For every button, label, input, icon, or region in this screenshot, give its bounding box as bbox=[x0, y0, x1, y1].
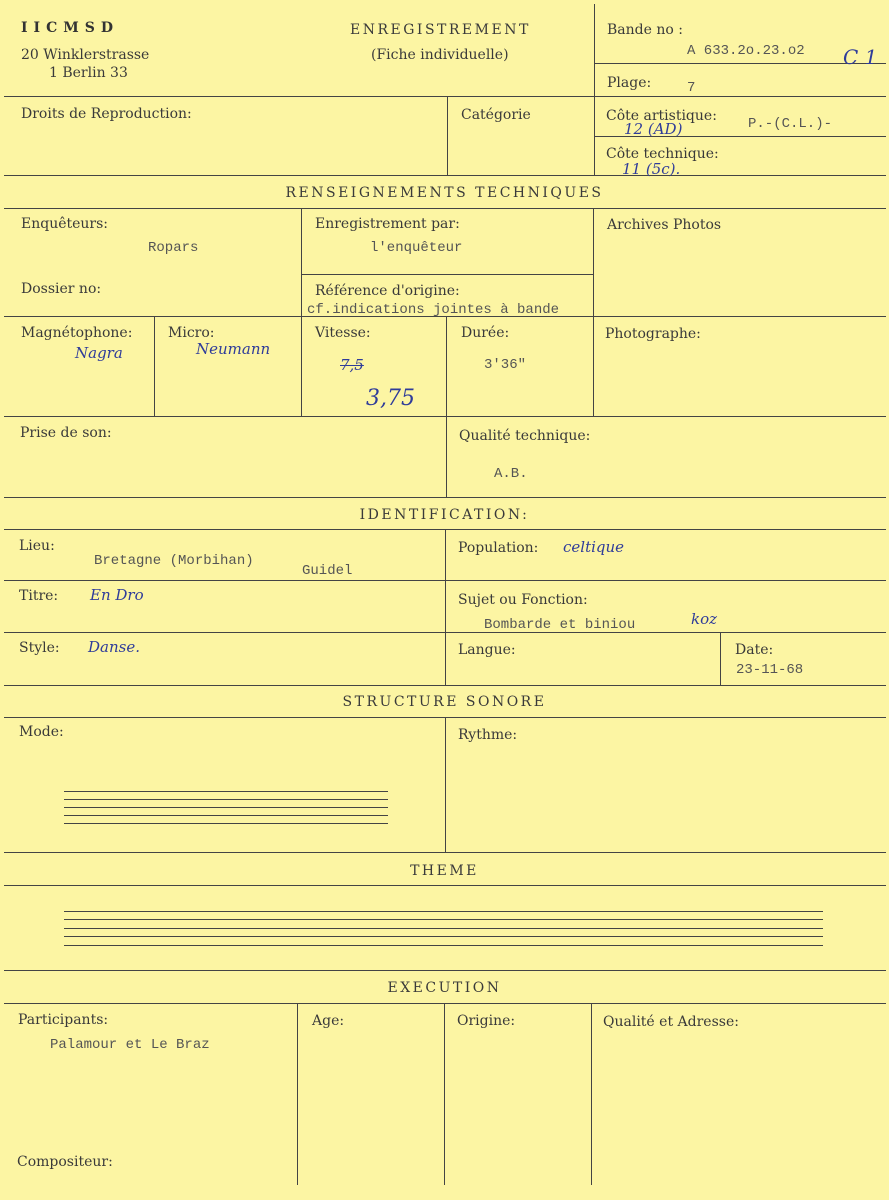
vitesse-label: Vitesse: bbox=[315, 325, 371, 341]
cote-technique-handwritten: 11 (5c). bbox=[622, 160, 681, 178]
sujet-handwritten: koz bbox=[691, 610, 718, 628]
section-heading-techniques: RENSEIGNEMENTS TECHNIQUES bbox=[285, 185, 604, 201]
form-title: ENREGISTREMENT bbox=[350, 22, 531, 38]
cote-artistique-label: Côte artistique: bbox=[606, 108, 717, 124]
rule bbox=[301, 208, 302, 416]
rule bbox=[591, 1003, 592, 1185]
age-label: Age: bbox=[312, 1013, 345, 1029]
rule bbox=[593, 208, 594, 416]
rule bbox=[720, 632, 721, 685]
rule bbox=[154, 316, 155, 416]
date-value: 23-11-68 bbox=[736, 662, 804, 678]
lieu-value-town: Guidel bbox=[302, 563, 353, 579]
bande-handwritten: C 1 bbox=[843, 45, 878, 69]
bande-label: Bande no : bbox=[607, 22, 683, 38]
rule bbox=[4, 885, 886, 886]
rule bbox=[594, 96, 595, 175]
lieu-label: Lieu: bbox=[19, 538, 55, 554]
reference-label: Référence d'origine: bbox=[315, 283, 460, 299]
plage-value: 7 bbox=[687, 80, 696, 96]
rule bbox=[4, 96, 886, 97]
magnetophone-label: Magnétophone: bbox=[21, 325, 133, 341]
rule bbox=[445, 529, 446, 685]
micro-label: Micro: bbox=[168, 325, 215, 341]
rule bbox=[4, 852, 886, 853]
population-label: Population: bbox=[458, 540, 539, 556]
address-line-2: 1 Berlin 33 bbox=[49, 65, 128, 81]
section-heading-theme: THEME bbox=[410, 863, 479, 879]
rule bbox=[447, 96, 448, 175]
theme-staff-line bbox=[64, 928, 823, 929]
rule bbox=[4, 497, 886, 498]
enregistrement-par-value: l'enquêteur bbox=[370, 240, 463, 256]
qualite-technique-label: Qualité technique: bbox=[459, 428, 591, 444]
dossier-label: Dossier no: bbox=[21, 281, 102, 297]
population-handwritten: celtique bbox=[563, 538, 625, 556]
rule bbox=[446, 316, 447, 497]
prise-de-son-label: Prise de son: bbox=[20, 425, 112, 441]
duree-value: 3'36" bbox=[484, 357, 527, 373]
reference-value: cf.indications jointes à bande bbox=[307, 302, 560, 318]
qualite-adresse-label: Qualité et Adresse: bbox=[603, 1014, 739, 1030]
photographe-label: Photographe: bbox=[605, 326, 701, 342]
lieu-value: Bretagne (Morbihan) bbox=[94, 553, 254, 569]
enqueteurs-label: Enquêteurs: bbox=[21, 216, 109, 232]
mode-label: Mode: bbox=[19, 724, 64, 740]
section-heading-execution: EXECUTION bbox=[387, 980, 502, 996]
rule bbox=[4, 685, 886, 686]
rule bbox=[4, 208, 886, 209]
style-handwritten: Danse. bbox=[88, 638, 140, 656]
theme-staff-line bbox=[64, 911, 823, 912]
origine-label: Origine: bbox=[457, 1013, 516, 1029]
date-label: Date: bbox=[735, 642, 774, 658]
rule bbox=[297, 1003, 298, 1185]
rule bbox=[4, 175, 886, 176]
rule bbox=[4, 416, 886, 417]
titre-handwritten: En Dro bbox=[90, 586, 144, 604]
cote-artistique-value: P.-(C.L.)- bbox=[748, 116, 833, 132]
enregistrement-par-label: Enregistrement par: bbox=[315, 216, 460, 232]
mode-staff-line bbox=[64, 815, 388, 816]
mode-staff-line bbox=[64, 823, 388, 824]
micro-handwritten: Neumann bbox=[196, 340, 271, 358]
theme-staff-line bbox=[64, 936, 823, 937]
rule bbox=[445, 717, 446, 852]
bande-value: A 633.2o.23.o2 bbox=[687, 43, 805, 59]
categorie-label: Catégorie bbox=[461, 107, 531, 123]
cote-technique-label: Côte technique: bbox=[606, 146, 719, 162]
rule bbox=[444, 1003, 445, 1185]
compositeur-label: Compositeur: bbox=[17, 1154, 113, 1170]
section-heading-identification: IDENTIFICATION: bbox=[359, 507, 530, 523]
mode-staff-line bbox=[64, 791, 388, 792]
section-heading-structure: STRUCTURE SONORE bbox=[342, 694, 547, 710]
langue-label: Langue: bbox=[458, 642, 516, 658]
qualite-technique-value: A.B. bbox=[494, 466, 528, 482]
participants-value: Palamour et Le Braz bbox=[50, 1037, 210, 1053]
mode-staff-line bbox=[64, 799, 388, 800]
cote-artistique-handwritten: 12 (AD) bbox=[624, 120, 683, 138]
theme-staff-line bbox=[64, 919, 823, 920]
sujet-label: Sujet ou Fonction: bbox=[458, 592, 588, 608]
titre-label: Titre: bbox=[19, 588, 59, 604]
magnetophone-handwritten: Nagra bbox=[75, 344, 123, 362]
style-label: Style: bbox=[19, 640, 60, 656]
mode-staff-line bbox=[64, 807, 388, 808]
sujet-value: Bombarde et biniou bbox=[484, 617, 636, 633]
vitesse-handwritten: 3,75 bbox=[366, 386, 415, 411]
plage-label: Plage: bbox=[607, 75, 652, 91]
rule bbox=[301, 274, 593, 275]
enqueteurs-value: Ropars bbox=[148, 240, 199, 256]
droits-label: Droits de Reproduction: bbox=[21, 106, 192, 122]
vitesse-struck-value: 7,5 bbox=[340, 356, 364, 374]
rule bbox=[4, 970, 886, 971]
rythme-label: Rythme: bbox=[458, 727, 518, 743]
form-subtitle: (Fiche individuelle) bbox=[371, 47, 509, 63]
participants-label: Participants: bbox=[18, 1012, 109, 1028]
archives-photos-label: Archives Photos bbox=[607, 217, 722, 233]
duree-label: Durée: bbox=[461, 325, 510, 341]
theme-staff-line bbox=[64, 945, 823, 946]
address-line-1: 20 Winklerstrasse bbox=[21, 47, 150, 63]
rule bbox=[594, 4, 595, 96]
rule bbox=[4, 1003, 886, 1004]
org-logo: IICMSD bbox=[21, 20, 119, 36]
